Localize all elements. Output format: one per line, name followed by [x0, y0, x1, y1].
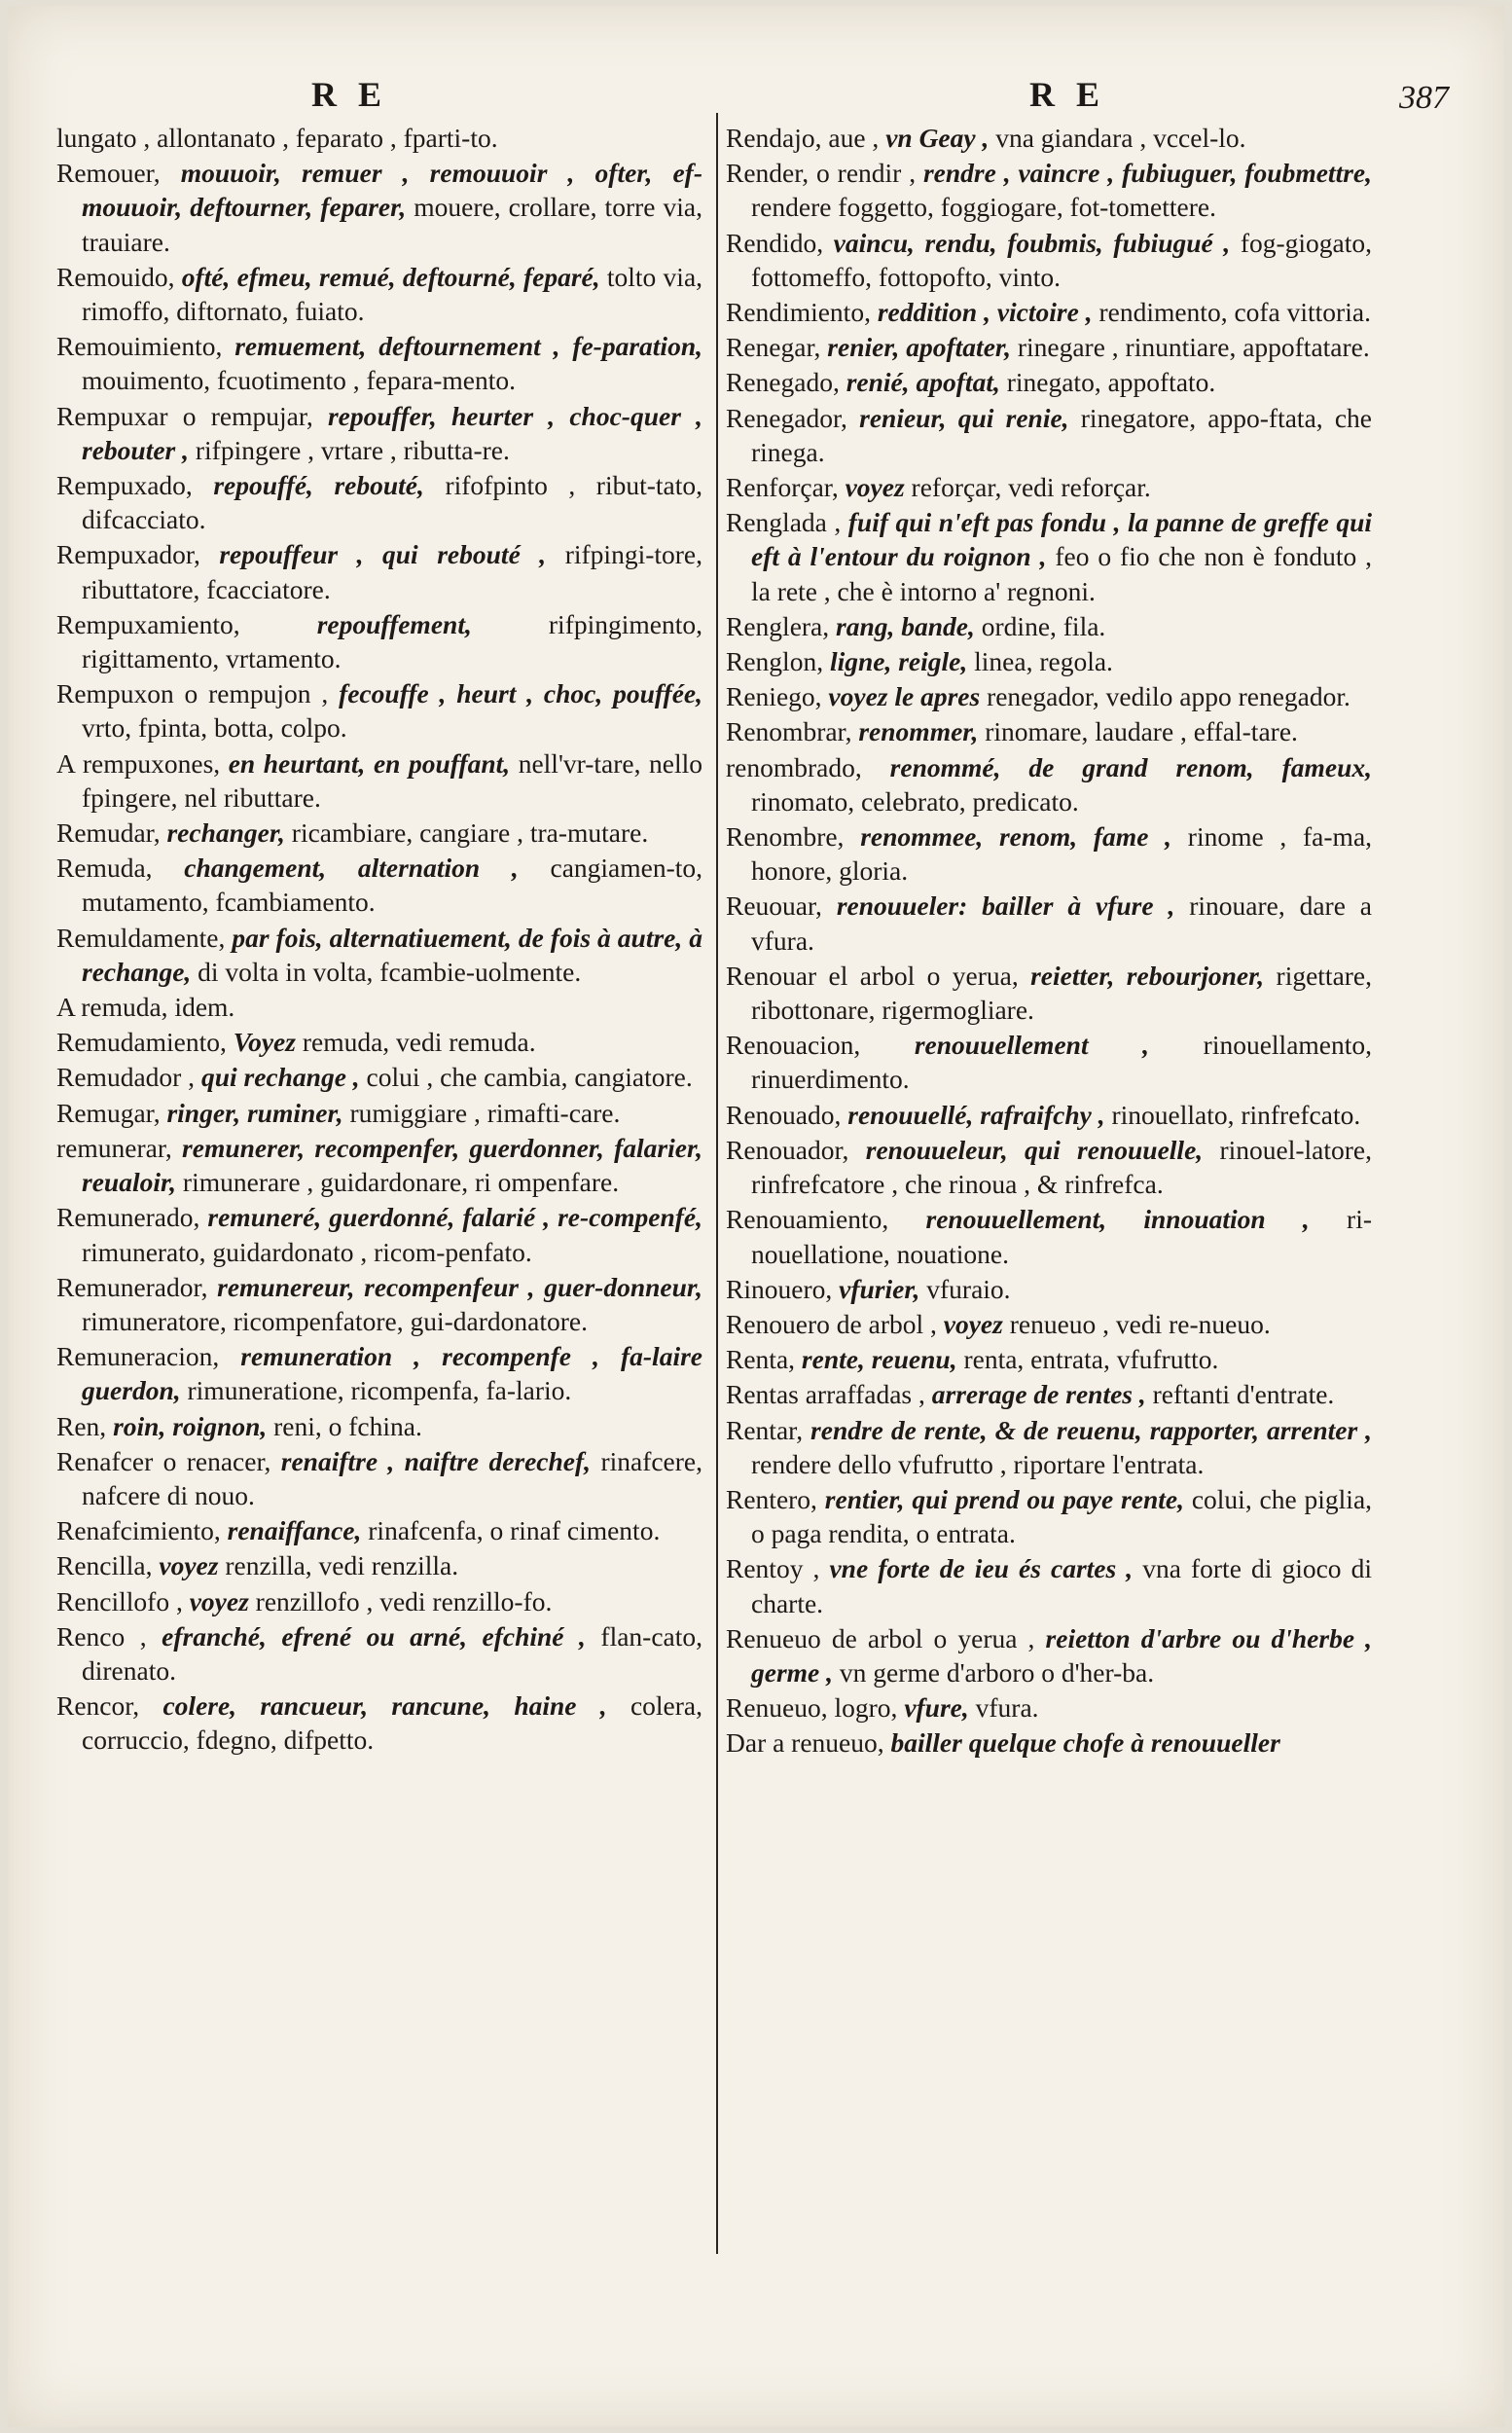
french-gloss: repouffé, rebouté, [213, 470, 424, 501]
italian-gloss: rifofpinto , ribut-tato, difcacciato. [82, 470, 703, 535]
dictionary-entry [726, 1028, 1372, 1096]
running-header-right: RE [1029, 75, 1122, 114]
italian-gloss: renegador, vedilo appo renegador. [987, 681, 1350, 712]
dictionary-entry [726, 365, 1372, 399]
italian-gloss: tolto via, rimoffo, diftornato, fuiato. [82, 261, 703, 327]
italian-gloss: rinafcenfa, o rinaf cimento. [368, 1515, 661, 1546]
french-gloss: en heurtant, en pouffant, [228, 747, 511, 779]
italian-gloss: vna giandara , vccel-lo. [995, 123, 1246, 153]
italian-gloss: rimuneratione, ricompenfa, fa-lario. [187, 1375, 572, 1406]
french-gloss: rechanger, [166, 817, 285, 849]
italian-gloss: rinegato, appoftato. [1006, 367, 1216, 398]
dictionary-entry [726, 470, 1372, 504]
french-gloss: ligne, reigle, [829, 646, 968, 677]
french-gloss: remunerer, recompenfer, guerdonner, falarier, reualoir, [82, 1132, 703, 1198]
headword: Rendajo, aue , [726, 123, 880, 153]
dictionary-entry [56, 537, 702, 605]
dictionary-entry [726, 330, 1372, 364]
dictionary-entry [56, 121, 702, 155]
headword: Remudador , [56, 1062, 196, 1093]
dictionary-entry [56, 1025, 702, 1059]
french-gloss: reietter, rebourjoner, [1030, 960, 1265, 991]
dictionary-entry [726, 121, 1372, 155]
italian-gloss: rinegatore, appo-ftata, che rinega. [751, 402, 1373, 467]
headword: Renueuo, logro, [726, 1692, 898, 1724]
dictionary-entry [56, 1548, 702, 1582]
french-gloss: voyez [845, 472, 905, 503]
headword: Rempuxar o rempujar, [56, 400, 313, 431]
headword: renombrado, [726, 751, 862, 782]
headword: Rencillofo , [56, 1585, 183, 1616]
italian-gloss: mouere, crollare, torre via, trauiare. [82, 192, 703, 257]
headword: Rempuxador, [56, 539, 200, 570]
french-gloss: colere, rancueur, rancune, haine , [162, 1690, 607, 1722]
french-gloss: renier, apoftater, [827, 332, 1011, 363]
french-gloss: reietton d'arbre ou d'herbe , germe , [751, 1622, 1373, 1688]
dictionary-entry [726, 1482, 1372, 1550]
headword: Renegar, [726, 332, 821, 363]
dictionary-entry [56, 1096, 702, 1130]
french-gloss: rendre , vaincre , fubiuguer, foubmettre, [922, 158, 1372, 189]
french-gloss: fecouffe , heurt , choc, pouffée, [339, 678, 702, 709]
italian-gloss: vfuraio. [926, 1273, 1011, 1304]
dictionary-entry [56, 468, 702, 536]
italian-gloss: rinouellamento, rinuerdimento. [751, 1030, 1373, 1095]
french-gloss: rendre de rente, & de reuenu, rapporter, arrenter , [810, 1414, 1372, 1445]
headword: Rentas arraffadas , [726, 1379, 925, 1410]
french-gloss: renouueler: bailler à vfure , [836, 890, 1175, 922]
italian-gloss: nell'vr-tare, nello fpingere, nel ributtare. [82, 747, 703, 813]
french-gloss: repouffer, heurter , choc-quer , rebouter , [82, 400, 702, 465]
headword: lungato , allontanato , feparato , fparti-to. [56, 123, 498, 153]
italian-gloss: vrto, fpinta, botta, colpo. [82, 712, 347, 744]
dictionary-entry [726, 714, 1372, 748]
headword: Remunerado, [56, 1202, 200, 1233]
headword: Rinouero, [726, 1273, 833, 1304]
italian-gloss: rimunerato, guidardonato , ricom-penfato. [82, 1236, 532, 1267]
headword: Rencilla, [56, 1550, 153, 1581]
dictionary-entry [726, 679, 1372, 713]
headword: Renco , [56, 1620, 147, 1652]
french-gloss: renouuellement, innouation , [925, 1204, 1310, 1235]
italian-gloss: linea, regola. [974, 646, 1113, 677]
italian-gloss: mouimento, fcuotimento , fepara-mento. [82, 365, 516, 396]
dictionary-entry [726, 1551, 1372, 1619]
french-gloss: renaiffance, [227, 1515, 362, 1546]
dictionary-entry [726, 156, 1372, 224]
french-gloss: renommee, renom, fame , [860, 821, 1172, 853]
dictionary-entry [56, 260, 702, 328]
italian-gloss: remuda, vedi remuda. [302, 1027, 536, 1058]
french-gloss: vn Geay , [885, 123, 990, 153]
headword: Rencor, [56, 1690, 140, 1722]
dictionary-entry [726, 1202, 1372, 1270]
headword: Rempuxado, [56, 470, 193, 501]
headword: Renafcimiento, [56, 1515, 221, 1546]
headword: Renafcer o renacer, [56, 1445, 271, 1476]
italian-gloss: cangiamen-to, mutamento, fcambiamento. [82, 853, 703, 918]
dictionary-entry [56, 607, 702, 675]
italian-gloss: colui , che cambia, cangiatore. [366, 1062, 693, 1093]
headword: Rendido, [726, 227, 824, 258]
french-gloss: renouuellé, rafraifchy , [847, 1099, 1105, 1130]
left-column [56, 121, 702, 1759]
dictionary-entry [56, 1513, 702, 1547]
french-gloss: voyez [189, 1585, 249, 1616]
dictionary-entry [56, 921, 702, 989]
headword: Renouador, [726, 1134, 849, 1165]
italian-gloss: rinome , fa-ma, honore, gloria. [751, 821, 1373, 887]
dictionary-entry [726, 1342, 1372, 1376]
french-gloss: renommer, [858, 716, 979, 747]
italian-gloss: flan-cato, direnato. [82, 1620, 703, 1686]
dictionary-entry [726, 401, 1372, 469]
dictionary-entry [56, 1619, 702, 1688]
french-gloss: reddition , victoire , [877, 297, 1093, 328]
dictionary-entry [726, 1307, 1372, 1341]
headword: Rendimiento, [726, 297, 871, 328]
italian-gloss: ri-nouellatione, nouatione. [751, 1204, 1373, 1269]
dictionary-entry [726, 295, 1372, 329]
running-header-left: RE [311, 75, 404, 114]
dictionary-entry [726, 1133, 1372, 1201]
italian-gloss: feo o fio che non è fonduto , la rete , che è intorno a' regnoni. [751, 541, 1372, 606]
headword: Rempuxamiento, [56, 608, 240, 639]
dictionary-entry [726, 1725, 1372, 1760]
italian-gloss: ricambiare, cangiare , tra-mutare. [291, 817, 649, 849]
headword: Remouer, [56, 158, 161, 189]
headword: Remuda, [56, 853, 153, 884]
french-gloss: efranché, efrené ou arné, efchiné , [162, 1620, 586, 1652]
page-number: 387 [1399, 80, 1449, 116]
italian-gloss: rinomato, celebrato, predicato. [751, 785, 1079, 817]
french-gloss: vfure, [904, 1692, 969, 1724]
french-gloss: remuneration , recompenfe , fa-laire guerdon, [82, 1341, 702, 1406]
italian-gloss: fog-giogato, fottomeffo, fottopofto, vinto. [751, 227, 1373, 292]
headword: Renouero de arbol , [726, 1308, 937, 1339]
italian-gloss: colera, corruccio, fdegno, difpetto. [82, 1690, 702, 1756]
headword: Renglon, [726, 646, 824, 677]
french-gloss: remuement, deftournement , fe-paration, [234, 331, 702, 362]
dictionary-entry [726, 1272, 1372, 1306]
dictionary-entry [56, 676, 702, 744]
headword: Renegado, [726, 367, 840, 398]
dictionary-entry [56, 156, 702, 259]
french-gloss: repouffement, [316, 608, 472, 639]
headword: Remouimiento, [56, 331, 223, 362]
italian-gloss: rimuneratore, ricompenfatore, gui-dardonatore. [82, 1305, 588, 1336]
headword: Reniego, [726, 681, 822, 712]
headword: Reuouar, [726, 890, 822, 922]
italian-gloss: rumiggiare , rimafti-care. [349, 1097, 621, 1128]
french-gloss: rente, reuenu, [801, 1344, 957, 1375]
dictionary-entry [56, 1131, 702, 1199]
french-gloss: repouffeur , qui rebouté , [219, 539, 547, 570]
headword: Dar a renueuo, [726, 1727, 884, 1759]
italian-gloss: rinouel-latore, rinfrefcatore , che rinoua , & rinfrefca. [751, 1134, 1373, 1200]
dictionary-entry [726, 1098, 1372, 1132]
dictionary-entry [56, 1200, 702, 1268]
french-gloss: renouuellement , [914, 1030, 1150, 1061]
headword: Ren, [56, 1410, 107, 1441]
headword: Remudar, [56, 817, 161, 849]
italian-gloss: rinomare, laudare , effal-tare. [985, 716, 1298, 747]
headword: Remunerador, [56, 1271, 208, 1302]
dictionary-entry [726, 959, 1372, 1027]
dictionary-entry [726, 505, 1372, 608]
dictionary-entry [56, 1270, 702, 1338]
headword: Renouamiento, [726, 1204, 889, 1235]
headword: Renombrar, [726, 716, 852, 747]
italian-gloss: rinouellato, rinfrefcato. [1111, 1099, 1361, 1130]
italian-gloss: rifpingimento, rigittamento, vrtamento. [82, 608, 702, 674]
headword: remunerar, [56, 1132, 172, 1163]
dictionary-entry [726, 1377, 1372, 1411]
italian-gloss: vn germe d'arboro o d'her-ba. [839, 1656, 1155, 1688]
italian-gloss: rendere foggetto, foggiogare, fot-tomettere. [751, 192, 1216, 223]
headword: Renouar el arbol o yerua, [726, 960, 1019, 991]
headword: Rentar, [726, 1414, 804, 1445]
dictionary-entry [56, 746, 702, 815]
headword: Renueuo de arbol o yerua , [726, 1622, 1035, 1653]
dictionary-entry [56, 1409, 702, 1443]
dictionary-entry [726, 1413, 1372, 1481]
headword: Renouado, [726, 1099, 842, 1130]
french-gloss: vne forte de ieu és cartes , [829, 1553, 1134, 1584]
french-gloss: arrerage de rentes , [931, 1379, 1146, 1410]
dictionary-entry [56, 851, 702, 919]
headword: Renegador, [726, 402, 847, 433]
french-gloss: qui rechange , [200, 1062, 360, 1093]
dictionary-entry [56, 1339, 702, 1407]
headword: Remuneracion, [56, 1341, 220, 1372]
headword: Remudamiento, [56, 1027, 227, 1058]
french-gloss: vaincu, rendu, foubmis, fubiugué , [833, 227, 1231, 258]
dictionary-entry [726, 644, 1372, 678]
french-gloss: remunereur, recompenfeur , guer-donneur, [217, 1271, 702, 1302]
french-gloss: fuif qui n'eft pas fondu , la panne de greffe qui eft à l'entour du roignon , [751, 507, 1373, 572]
headword: Rempuxon o rempujon , [56, 678, 329, 709]
italian-gloss: di volta in volta, fcambie-uolmente. [198, 956, 582, 987]
italian-gloss: reni, o fchina. [273, 1410, 422, 1441]
dictionary-entry [726, 819, 1372, 888]
dictionary-entry [726, 1621, 1372, 1689]
french-gloss: voyez [943, 1308, 1003, 1339]
italian-gloss: renueuo , vedi re-nueuo. [1009, 1308, 1271, 1339]
dictionary-entry [726, 226, 1372, 294]
dictionary-entry [56, 1584, 702, 1618]
italian-gloss: rinouare, dare a vfura. [751, 890, 1372, 956]
right-column [726, 121, 1372, 1761]
french-gloss: par fois, alternatiuement, de fois à autre, à rechange, [82, 922, 703, 987]
headword: Renglada , [726, 507, 842, 538]
italian-gloss: reftanti d'entrate. [1152, 1379, 1335, 1410]
dictionary-entry [56, 1060, 702, 1094]
headword: Rentero, [726, 1483, 817, 1514]
french-gloss: remuneré, guerdonné, falarié , re-compenfé, [207, 1202, 702, 1233]
french-gloss: changement, alternation , [184, 853, 519, 884]
french-gloss: voyez [159, 1550, 219, 1581]
italian-gloss: vfura. [975, 1692, 1039, 1724]
italian-gloss: colui, che piglia, o paga rendita, o entrata. [751, 1483, 1373, 1549]
headword: Renglera, [726, 610, 830, 641]
dictionary-entry [56, 329, 702, 397]
french-gloss: renommé, de grand renom, fameux, [889, 751, 1373, 782]
headword: A remuda, idem. [56, 992, 235, 1023]
italian-gloss: reforçar, vedi reforçar. [911, 472, 1151, 503]
italian-gloss: rigettare, ribottonare, rigermogliare. [751, 960, 1373, 1026]
dictionary-page [8, 6, 1504, 2427]
french-gloss: rentier, qui prend ou paye rente, [824, 1483, 1184, 1514]
italian-gloss: ordine, fila. [981, 610, 1106, 641]
dictionary-entry [726, 889, 1372, 957]
italian-gloss: renzilla, vedi renzilla. [225, 1550, 459, 1581]
headword: Rentoy , [726, 1553, 820, 1584]
headword: Remugar, [56, 1097, 161, 1128]
french-gloss: rang, bande, [836, 610, 975, 641]
dictionary-entry [56, 990, 702, 1024]
french-gloss: renouueleur, qui renouuelle, [865, 1134, 1204, 1165]
headword: Remouido, [56, 261, 175, 292]
french-gloss: voyez le apres [828, 681, 981, 712]
headword: Renombre, [726, 821, 845, 853]
dictionary-entry [726, 609, 1372, 643]
italian-gloss: rinafcere, nafcere di nouo. [82, 1445, 702, 1510]
dictionary-entry [726, 1690, 1372, 1725]
dictionary-entry [56, 1444, 702, 1512]
french-gloss: renié, apoftat, [846, 367, 1000, 398]
french-gloss: bailler quelque chofe à renouueller [890, 1727, 1280, 1759]
french-gloss: ringer, ruminer, [166, 1097, 343, 1128]
dictionary-entry [56, 1689, 702, 1757]
dictionary-entry [56, 816, 702, 850]
dictionary-entry [56, 399, 702, 467]
french-gloss: renaiftre , naiftre derechef, [280, 1445, 592, 1476]
french-gloss: roin, roignon, [113, 1410, 268, 1441]
headword: Remuldamente, [56, 922, 226, 953]
headword: Renta, [726, 1344, 796, 1375]
italian-gloss: rinegare , rinuntiare, appoftatare. [1017, 332, 1370, 363]
french-gloss: mouuoir, remuer , remouuoir , ofter, ef-mouuoir, deftourner, feparer, [82, 158, 703, 223]
column-divider [716, 113, 718, 2254]
dictionary-entry [726, 750, 1372, 818]
italian-gloss: renzillofo , vedi renzillo-fo. [255, 1585, 553, 1616]
italian-gloss: rendimento, cofa vittoria. [1098, 297, 1371, 328]
italian-gloss: renta, entrata, vfufrutto. [963, 1344, 1219, 1375]
headword: A rempuxones, [56, 747, 221, 779]
italian-gloss: rifpingi-tore, ributtatore, fcacciatore. [82, 539, 702, 604]
french-gloss: vfurier, [839, 1273, 920, 1304]
french-gloss: Voyez [233, 1027, 296, 1058]
italian-gloss: rimunerare , guidardonare, ri ompenfare. [182, 1167, 620, 1198]
headword: Renforçar, [726, 472, 839, 503]
italian-gloss: rifpingere , vrtare , ributta-re. [195, 434, 510, 465]
italian-gloss: rendere dello vfufrutto , riportare l'entrata. [751, 1448, 1205, 1479]
headword: Renouacion, [726, 1030, 861, 1061]
french-gloss: renieur, qui renie, [859, 402, 1069, 433]
italian-gloss: vna forte di gioco di charte. [751, 1553, 1372, 1618]
headword: Render, o rendir , [726, 158, 917, 189]
french-gloss: ofté, efmeu, remué, deftourné, feparé, [181, 261, 600, 292]
